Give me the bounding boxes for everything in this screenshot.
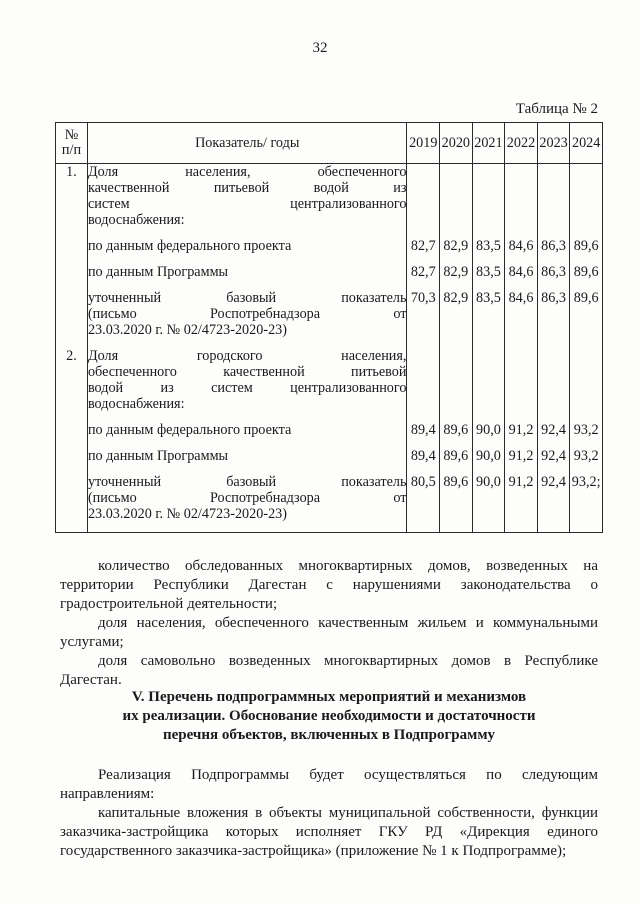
- indicator-label: [87, 264, 407, 280]
- table-row: [56, 238, 603, 254]
- spacer-row: [56, 338, 603, 348]
- paragraph: [60, 614, 598, 652]
- spacer-row: [56, 280, 603, 290]
- spacer-row: [56, 412, 603, 422]
- indicator-title-line: систем централизованного: [87, 196, 407, 212]
- value-cell: 83,5: [472, 238, 505, 254]
- value-cell: 82,9: [440, 264, 473, 280]
- table-row: [56, 264, 603, 280]
- indicator-label-line: (письмо Роспотребнадзора от: [87, 490, 407, 506]
- paragraph-line: услугами;: [60, 634, 124, 650]
- indicator-label-line: 23.03.2020 г. № 02/4723-2020-23): [87, 506, 287, 522]
- indicator-label-line: уточненный базовый показатель: [87, 290, 407, 306]
- value-cell: [505, 348, 538, 412]
- paragraph-line: направлениям:: [60, 786, 155, 802]
- table-row: [56, 348, 603, 412]
- value-cell: 83,5: [472, 290, 505, 338]
- table-row: [56, 290, 603, 338]
- header-year: 2019: [407, 123, 440, 164]
- body-text-top: [60, 557, 598, 690]
- value-cell: [440, 164, 473, 229]
- value-cell: 86,3: [537, 290, 570, 338]
- indicator-label-line: по данным федерального проекта: [87, 422, 292, 438]
- indicator-title-line: обеспеченного качественной питьевой: [87, 364, 407, 380]
- header-year: 2022: [505, 123, 538, 164]
- value-cell: [472, 164, 505, 229]
- paragraph-line: количество обследованных многоквартирных домов, возведенных на: [98, 558, 598, 574]
- value-cell: 89,6: [570, 238, 603, 254]
- indicator-title-line: водой из систем централизованного: [87, 380, 407, 396]
- table-row: [56, 474, 603, 522]
- value-cell: [537, 164, 570, 229]
- indicator-label-line: по данным федерального проекта: [87, 238, 292, 254]
- row-number: 2.: [56, 348, 88, 412]
- value-cell: 86,3: [537, 264, 570, 280]
- indicator-label-line: уточненный базовый показатель: [87, 474, 407, 490]
- table-caption: Таблица № 2: [515, 101, 598, 117]
- value-cell: 92,4: [537, 448, 570, 464]
- table-row: [56, 164, 603, 229]
- value-cell: 70,3: [407, 290, 440, 338]
- spacer-row: [56, 254, 603, 264]
- header-number: № п/п: [56, 123, 88, 164]
- page-number: 32: [312, 40, 328, 56]
- value-cell: 89,6: [570, 264, 603, 280]
- row-number: 1.: [56, 164, 88, 229]
- value-cell: 82,9: [440, 238, 473, 254]
- value-cell: 93,2;: [570, 474, 603, 522]
- value-cell: 86,3: [537, 238, 570, 254]
- indicator-label: [87, 448, 407, 464]
- value-cell: 92,4: [537, 474, 570, 522]
- paragraph: [60, 766, 598, 804]
- indicator-label: [87, 290, 407, 338]
- paragraph-line: территории Республики Дагестан с нарушениями законодательства о: [60, 577, 598, 593]
- value-cell: 82,7: [407, 238, 440, 254]
- paragraph: [60, 557, 598, 614]
- indicator-label: [87, 474, 407, 522]
- paragraph-line: доля населения, обеспеченного качественным жильем и коммунальными: [98, 615, 598, 631]
- value-cell: [440, 348, 473, 412]
- indicator-label: [87, 422, 407, 438]
- header-year: 2021: [472, 123, 505, 164]
- body-text-bottom: [60, 766, 598, 861]
- value-cell: 90,0: [472, 474, 505, 522]
- value-cell: [570, 164, 603, 229]
- paragraph-line: капитальные вложения в объекты муниципальной собственности, функции: [98, 805, 598, 821]
- value-cell: 89,4: [407, 448, 440, 464]
- value-cell: 89,6: [440, 422, 473, 438]
- paragraph-line: доля самовольно возведенных многоквартирных домов в Республике: [98, 653, 598, 669]
- paragraph-line: заказчика-застройщика которых исполняет ГКУ РД «Дирекция единого: [60, 824, 598, 840]
- value-cell: 90,0: [472, 448, 505, 464]
- value-cell: 93,2: [570, 448, 603, 464]
- indicator-title-line: водоснабжения:: [87, 212, 185, 228]
- value-cell: 93,2: [570, 422, 603, 438]
- paragraph-line: государственного заказчика-застройщика» (приложение № 1 к Подпрограмме);: [60, 843, 567, 859]
- value-cell: [472, 348, 505, 412]
- indicator-label-line: (письмо Роспотребнадзора от: [87, 306, 407, 322]
- value-cell: 80,5: [407, 474, 440, 522]
- header-year: 2020: [440, 123, 473, 164]
- value-cell: 90,0: [472, 422, 505, 438]
- indicator-label-line: по данным Программы: [87, 448, 229, 464]
- value-cell: 82,7: [407, 264, 440, 280]
- value-cell: [537, 348, 570, 412]
- indicator-label: [87, 238, 407, 254]
- indicator-title: [87, 348, 407, 412]
- indicator-title-line: качественной питьевой водой из: [87, 180, 407, 196]
- value-cell: 92,4: [537, 422, 570, 438]
- header-year: 2023: [537, 123, 570, 164]
- value-cell: 91,2: [505, 474, 538, 522]
- paragraph: [60, 804, 598, 861]
- indicator-title-line: Доля населения, обеспеченного: [87, 164, 407, 180]
- indicator-title-line: водоснабжения:: [87, 396, 185, 412]
- value-cell: 84,6: [505, 238, 538, 254]
- value-cell: 84,6: [505, 290, 538, 338]
- indicator-title-line: Доля городского населения,: [87, 348, 407, 364]
- value-cell: 89,4: [407, 422, 440, 438]
- paragraph-line: Реализация Подпрограммы будет осуществляться по следующим: [98, 767, 598, 783]
- paragraph-line: градостроительной деятельности;: [60, 596, 278, 612]
- indicator-label-line: по данным Программы: [87, 264, 229, 280]
- indicator-label-line: 23.03.2020 г. № 02/4723-2020-23): [87, 322, 287, 338]
- section-title: V. Перечень подпрограммных мероприятий и механизмов их реализации. Обоснование необходимости и достаточности перечня объектов, включенных в Подпрограмму: [122, 689, 536, 743]
- value-cell: [570, 348, 603, 412]
- spacer-row: [56, 464, 603, 474]
- value-cell: 89,6: [570, 290, 603, 338]
- table-header-row: [56, 123, 603, 164]
- spacer-row: [56, 228, 603, 238]
- value-cell: 91,2: [505, 448, 538, 464]
- value-cell: 84,6: [505, 264, 538, 280]
- value-cell: 89,6: [440, 448, 473, 464]
- table-body: [56, 164, 603, 533]
- value-cell: 82,9: [440, 290, 473, 338]
- value-cell: [505, 164, 538, 229]
- value-cell: [407, 164, 440, 229]
- spacer-row: [56, 438, 603, 448]
- value-cell: [407, 348, 440, 412]
- header-indicator: Показатель/ годы: [87, 123, 407, 164]
- table-row: [56, 422, 603, 438]
- spacer-row: [56, 522, 603, 533]
- paragraph-line: Дагестан.: [60, 672, 122, 688]
- header-year: 2024: [570, 123, 603, 164]
- value-cell: 89,6: [440, 474, 473, 522]
- paragraph: [60, 652, 598, 690]
- indicators-table: [55, 122, 603, 533]
- indicator-title: [87, 164, 407, 229]
- value-cell: 91,2: [505, 422, 538, 438]
- table-row: [56, 448, 603, 464]
- value-cell: 83,5: [472, 264, 505, 280]
